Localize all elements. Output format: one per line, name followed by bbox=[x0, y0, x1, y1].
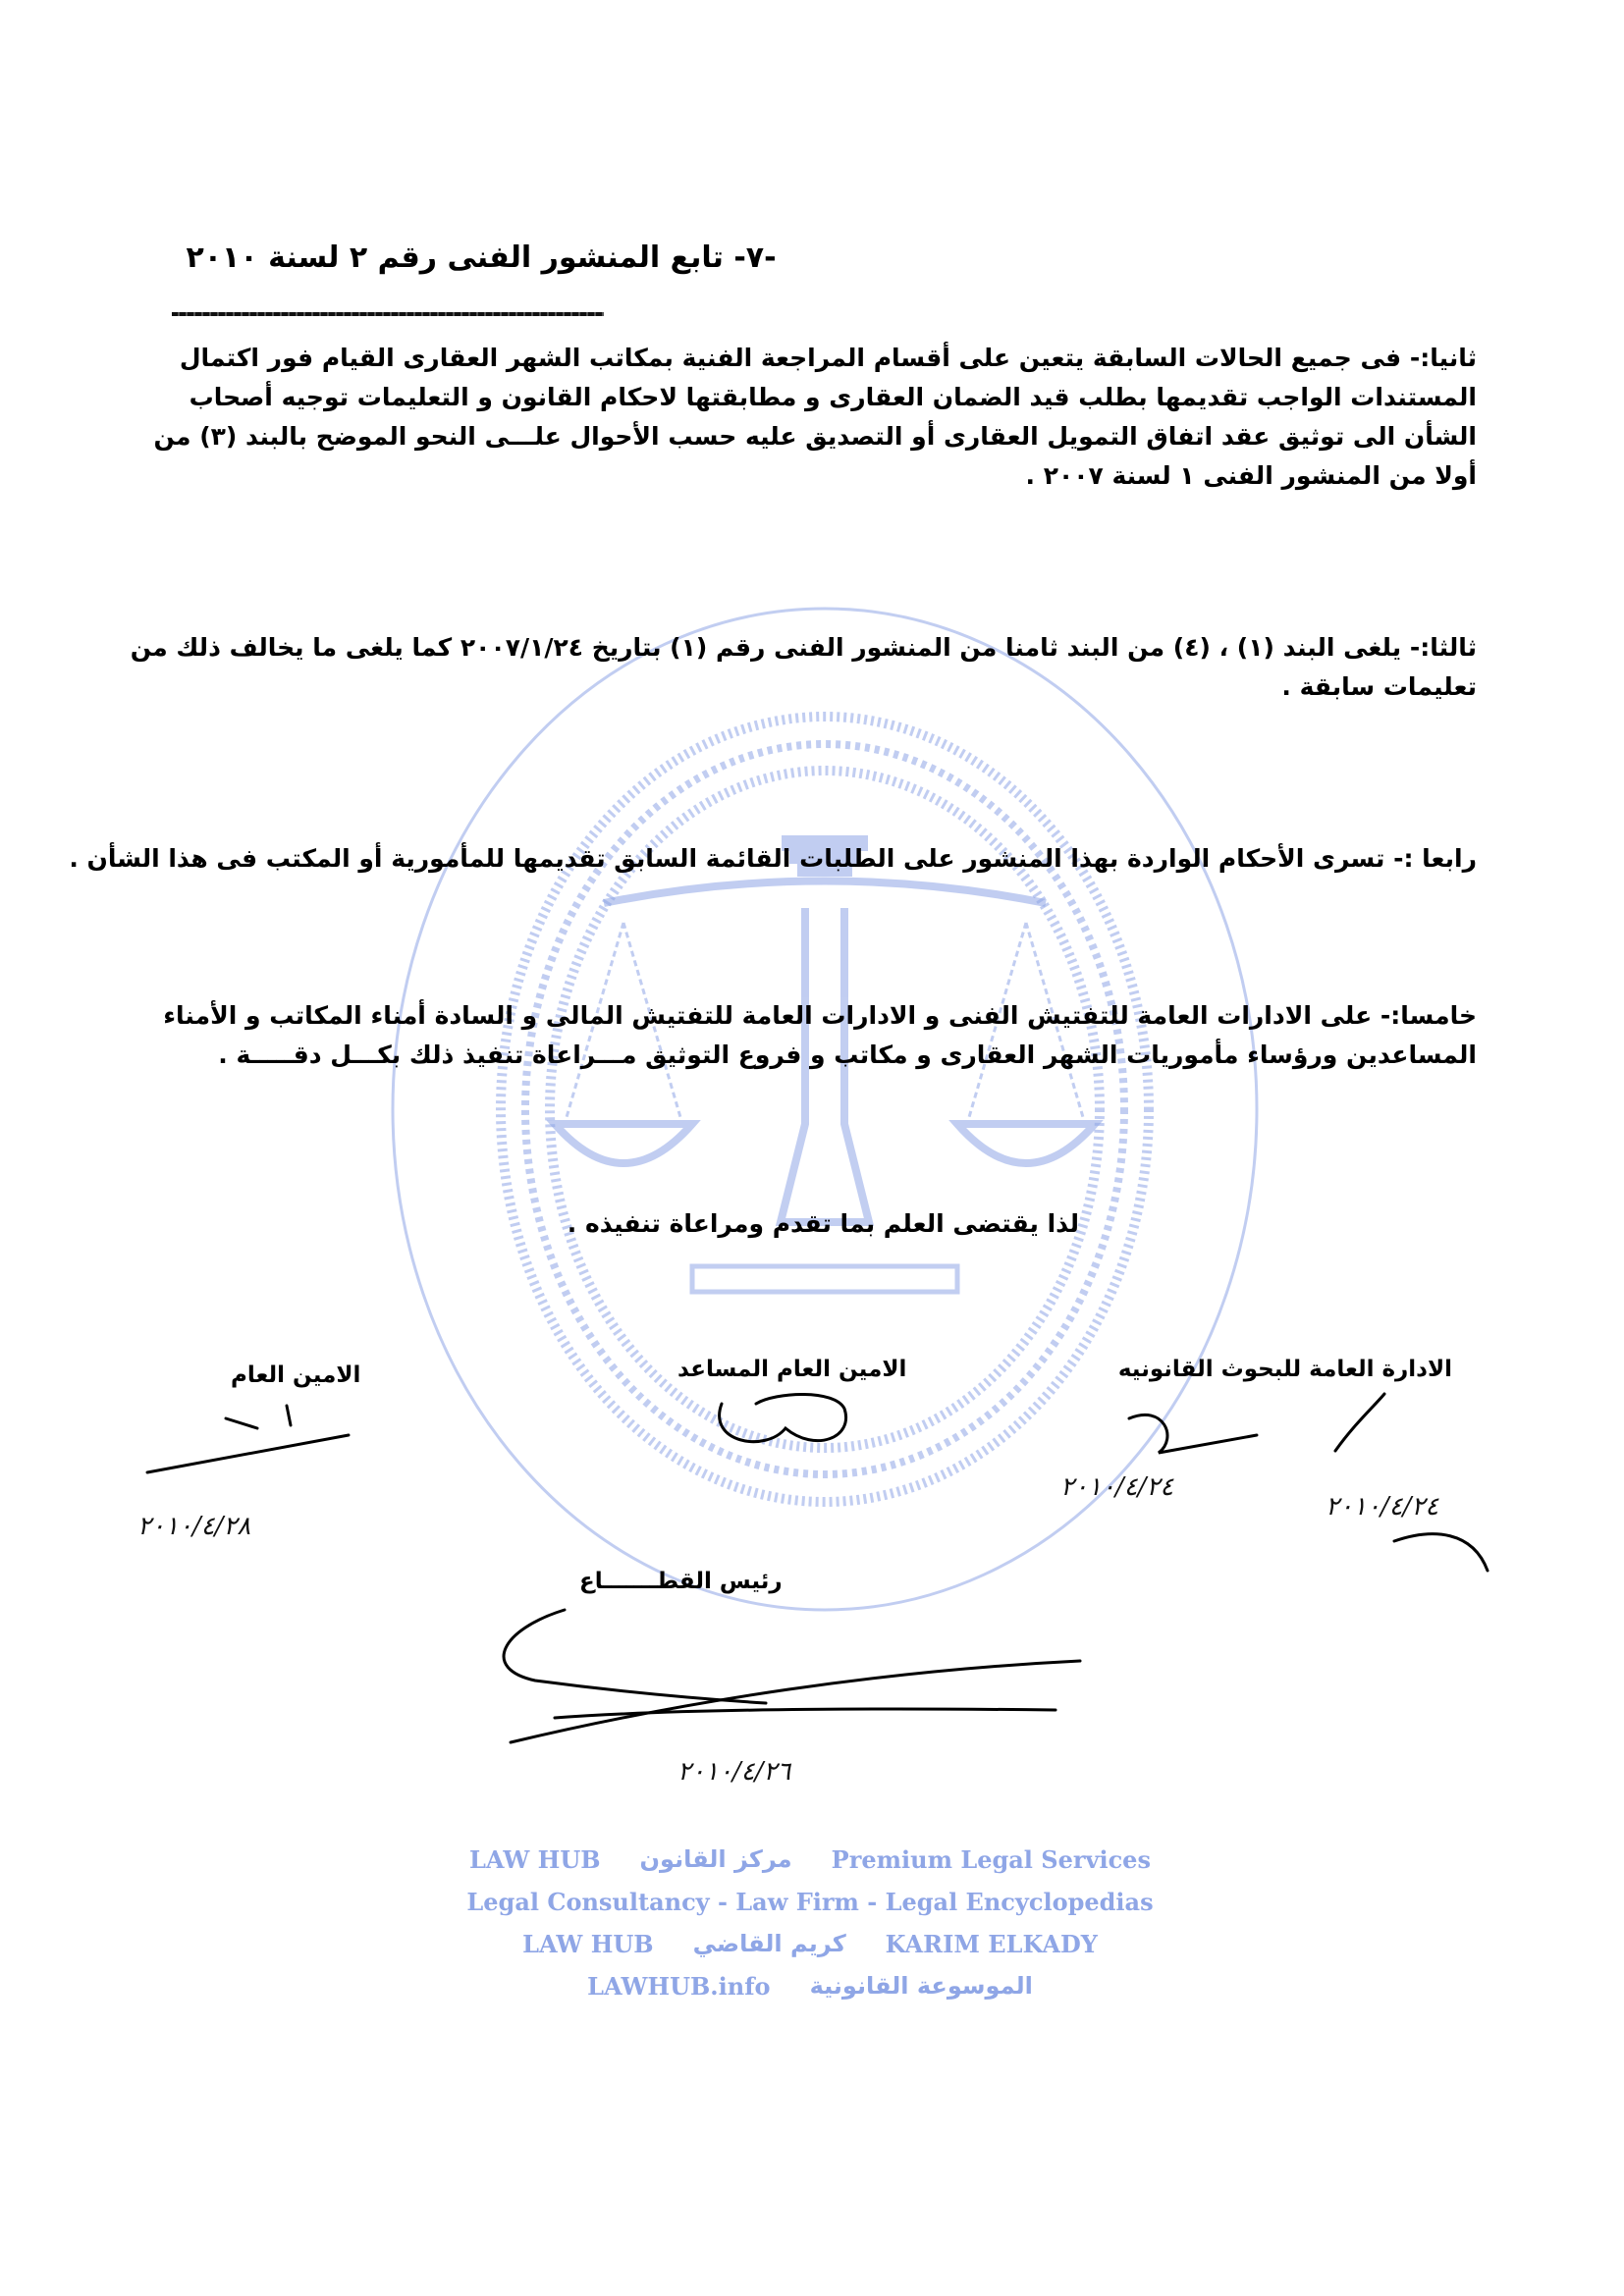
paragraph-text: يلغى البند (١) ، (٤) من البند ثامنا من المنشور الفنى رقم (١) بتاريخ ٢٠٠٧/١/٢٤ كما يلغى ما يخالف ذلك من تعليمات سابقة . bbox=[130, 633, 1477, 701]
handwritten-date-secretary-general: ٢٠١٠/٤/٢٨ bbox=[137, 1512, 251, 1541]
paragraph-text: تسرى الأحكام الواردة بهذا المنشور على الطلبات القائمة السابق تقديمها للمأمورية أو المكتب فى هذا الشأن . bbox=[69, 844, 1385, 873]
paragraph-label: ثانيا:- bbox=[1409, 344, 1477, 372]
signature-label-sector-head: رئيس القطـــــــاع bbox=[579, 1569, 783, 1594]
paragraph-label: خامسا:- bbox=[1380, 1001, 1477, 1030]
watermark-outer-top-ar: مركز القانون bbox=[639, 1845, 792, 1873]
page-header: -٧- تابع المنشور الفنى رقم ٢ لسنة ٢٠١٠ bbox=[186, 240, 777, 275]
signature-legal-research-stroke bbox=[1394, 1534, 1488, 1571]
watermark-outer-top-en: LAW HUB bbox=[469, 1845, 601, 1874]
handwritten-date-assistant-secretary: ٢٠١٠/٤/٢٤ bbox=[1060, 1472, 1174, 1502]
signature-secretary-general-stroke bbox=[147, 1435, 349, 1472]
watermark-inner-top: Premium Legal Services bbox=[831, 1845, 1151, 1874]
closing-statement: لذا يقتضى العلم بما تقدم ومراعاة تنفيذه . bbox=[567, 1209, 1079, 1238]
handwritten-date-legal-research: ٢٠١٠/٤/٢٤ bbox=[1326, 1492, 1439, 1522]
paragraph-label: رابعا :- bbox=[1393, 844, 1477, 873]
signature-sector-head-stroke bbox=[511, 1661, 1080, 1742]
handwritten-date-sector-head: ٢٠١٠/٤/٢٦ bbox=[677, 1757, 791, 1787]
signature-sector-head-stroke bbox=[555, 1709, 1056, 1718]
paragraph-third bbox=[43, 628, 1477, 707]
watermark-outer-bottom-en: LAWHUB.info bbox=[587, 1972, 771, 2001]
signature-secretary-general-stroke bbox=[226, 1406, 291, 1428]
watermark-name-ar: كريم القاضي bbox=[692, 1930, 846, 1957]
header-divider bbox=[172, 312, 604, 316]
paragraph-fourth bbox=[43, 839, 1477, 879]
signature-legal-research-stroke bbox=[1335, 1394, 1384, 1451]
watermark-outer-bottom-ar: الموسوعة القانونية bbox=[809, 1972, 1033, 2000]
paragraph-second bbox=[141, 339, 1477, 496]
paragraph-text: فى جميع الحالات السابقة يتعين على أقسام المراجعة الفنية بمكاتب الشهر العقارى القيام فور اكتمال المستندات الواجب تقديمها بطلب قيد الضمان العقارى و مطابقتها لاحكام القانون و التعليمات توجيه أصحاب الشأن الى توثيق عقد اتفاق التمويل العقارى أو التصديق عليه حسب الأحوال علـــى النحو الموضح بالبند (٣) من أولا من المنشور الفنى ١ لسنة ٢٠٠٧ . bbox=[153, 344, 1477, 490]
paragraph-label: ثالثا:- bbox=[1409, 633, 1477, 662]
signature-label-assistant-secretary: الامين العام المساعد bbox=[677, 1357, 907, 1382]
watermark-banner: LAW HUB bbox=[522, 1930, 654, 1958]
watermark-name-en: KARIM ELKADY bbox=[885, 1930, 1098, 1958]
signature-label-secretary-general: الامين العام bbox=[231, 1362, 361, 1388]
paragraph-text: على الادارات العامة للتفتيش الفنى و الادارات العامة للتفتيش المالى و السادة أمناء المكاتب و الأمناء المساعدين ورؤساء مأموريات الشهر العقارى و مكاتب و فروع التوثيق مـــراعاة تنفيذ ذلك بكـــل دقـــــة . bbox=[163, 1001, 1477, 1069]
paragraph-fifth bbox=[43, 996, 1477, 1075]
watermark-inner-ring: Legal Consultancy - Law Firm - Legal Encyclopedias bbox=[466, 1888, 1154, 1916]
signature-label-legal-research: الادارة العامة للبحوث القانونيه bbox=[1117, 1357, 1452, 1382]
watermark-texts bbox=[147, 1845, 1473, 2014]
